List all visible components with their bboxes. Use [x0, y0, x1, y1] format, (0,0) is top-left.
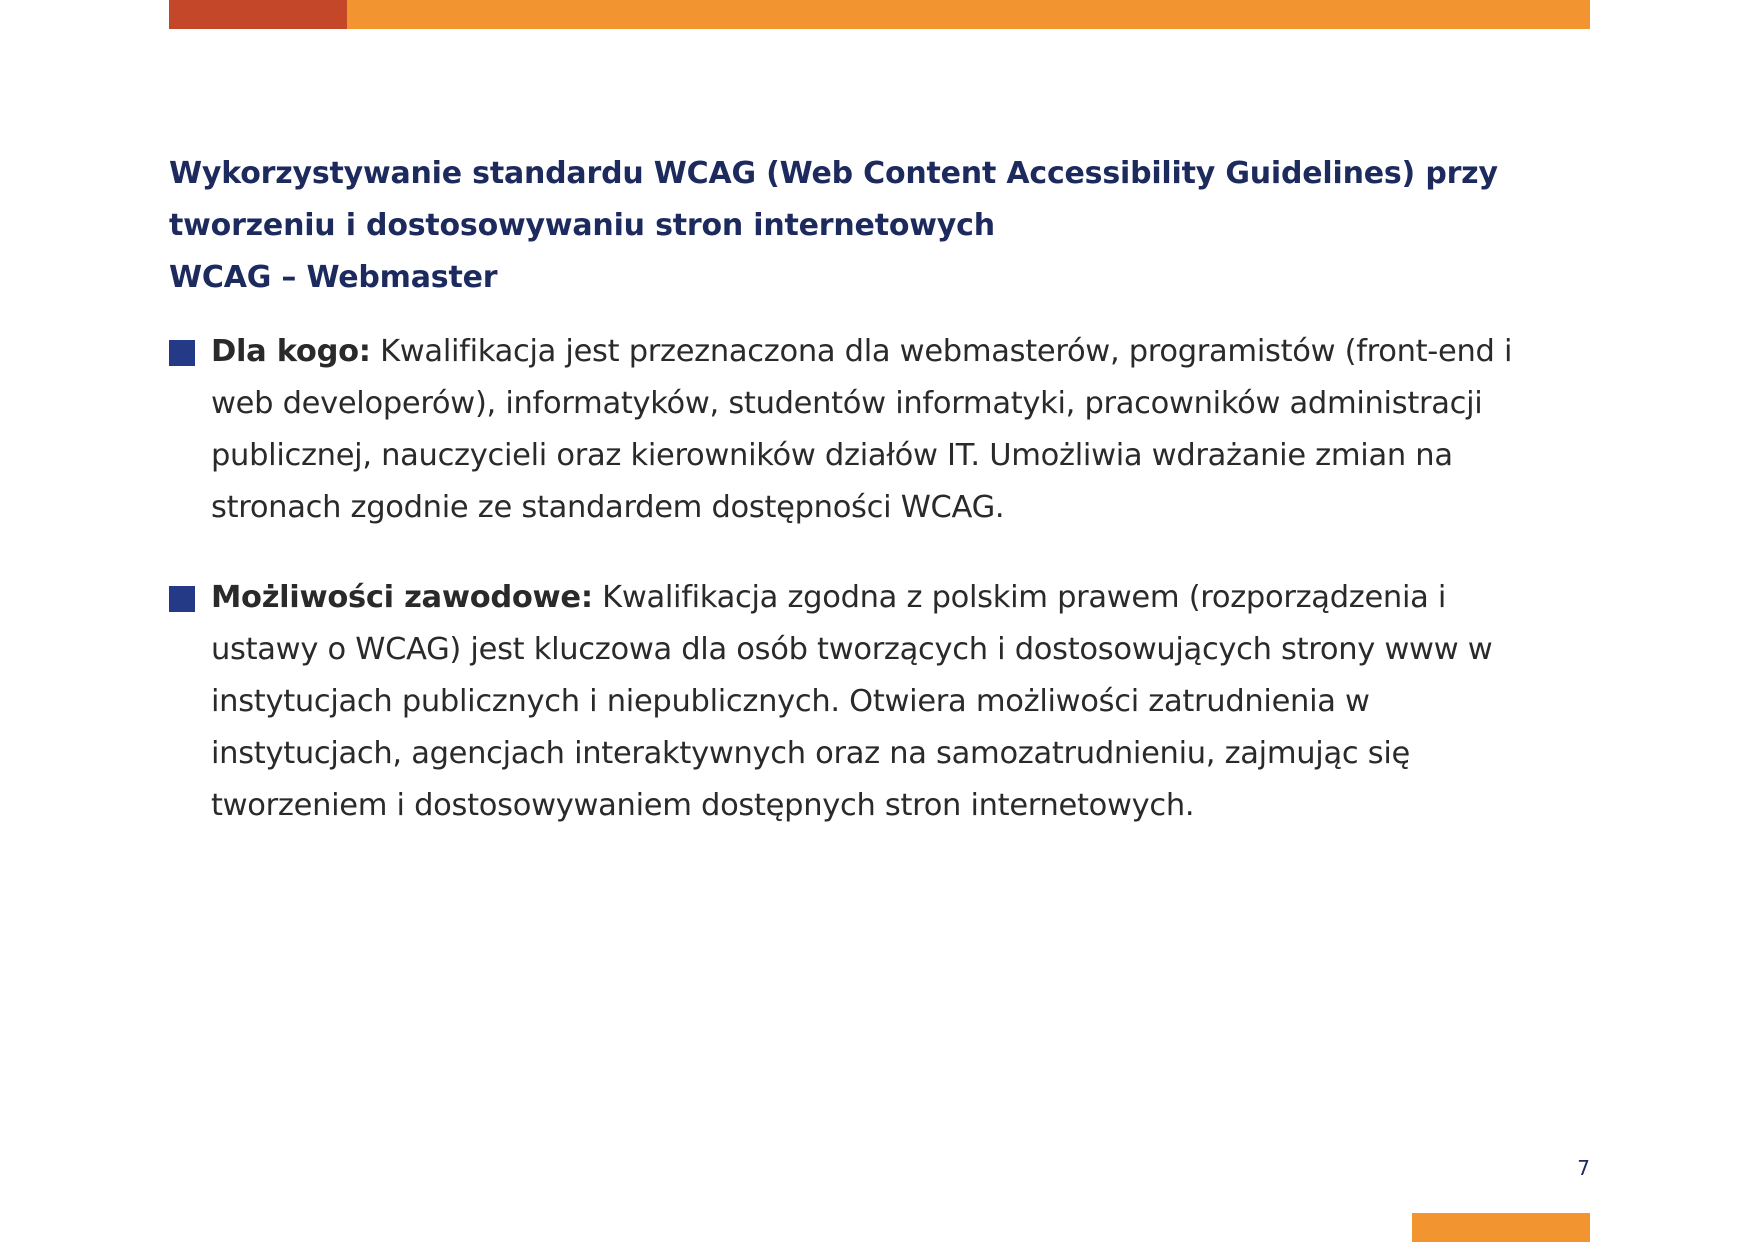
- bullet-line: [211, 326, 1599, 378]
- bottom-accent-bar: [1412, 1213, 1590, 1242]
- bullet-line: [211, 572, 1599, 624]
- top-accent-bar: [169, 0, 1590, 29]
- bullet-line: web developerów), informatyków, studentów informatyki, pracowników administracji: [211, 386, 1483, 421]
- bullet-line: instytucjach, agencjach interaktywnych oraz na samozatrudnieniu, zajmując się: [211, 736, 1410, 771]
- page-number: 7: [1577, 1156, 1590, 1180]
- page-title-line: Wykorzystywanie standardu WCAG (Web Content Accessibility Guidelines) przy: [169, 156, 1498, 191]
- page-subtitle: WCAG – Webmaster: [169, 260, 498, 295]
- bullet-line: publicznej, nauczycieli oraz kierowników działów IT. Umożliwia wdrażanie zmian na: [211, 438, 1453, 473]
- bullet-text: Kwalifikacja zgodna z polskim prawem (rozporządzenia i: [592, 580, 1447, 615]
- top-accent-bar-dark-segment: [169, 0, 347, 29]
- bullet-item-career-opportunities: [169, 572, 1599, 832]
- bullet-line: stronach zgodnie ze standardem dostępności WCAG.: [211, 490, 1005, 525]
- bullet-list: [169, 326, 1599, 832]
- bullet-label: Możliwości zawodowe:: [211, 580, 593, 615]
- page-title-line: tworzeniu i dostosowywaniu stron internetowych: [169, 208, 995, 243]
- bullet-line: instytucjach publicznych i niepublicznych. Otwiera możliwości zatrudnienia w: [211, 684, 1370, 719]
- bullet-text: Kwalifikacja jest przeznaczona dla webmasterów, programistów (front-end i: [370, 334, 1513, 369]
- bullet-line: tworzeniem i dostosowywaniem dostępnych stron internetowych.: [211, 788, 1195, 823]
- top-accent-bar-light-segment: [347, 0, 1590, 29]
- page-title: [169, 148, 1609, 304]
- bullet-item-target-audience: [169, 326, 1599, 534]
- bullet-line: ustawy o WCAG) jest kluczowa dla osób tworzących i dostosowujących strony www w: [211, 632, 1493, 667]
- bullet-label: Dla kogo:: [211, 334, 371, 369]
- bullet-square-icon: [169, 586, 195, 612]
- bullet-square-icon: [169, 340, 195, 366]
